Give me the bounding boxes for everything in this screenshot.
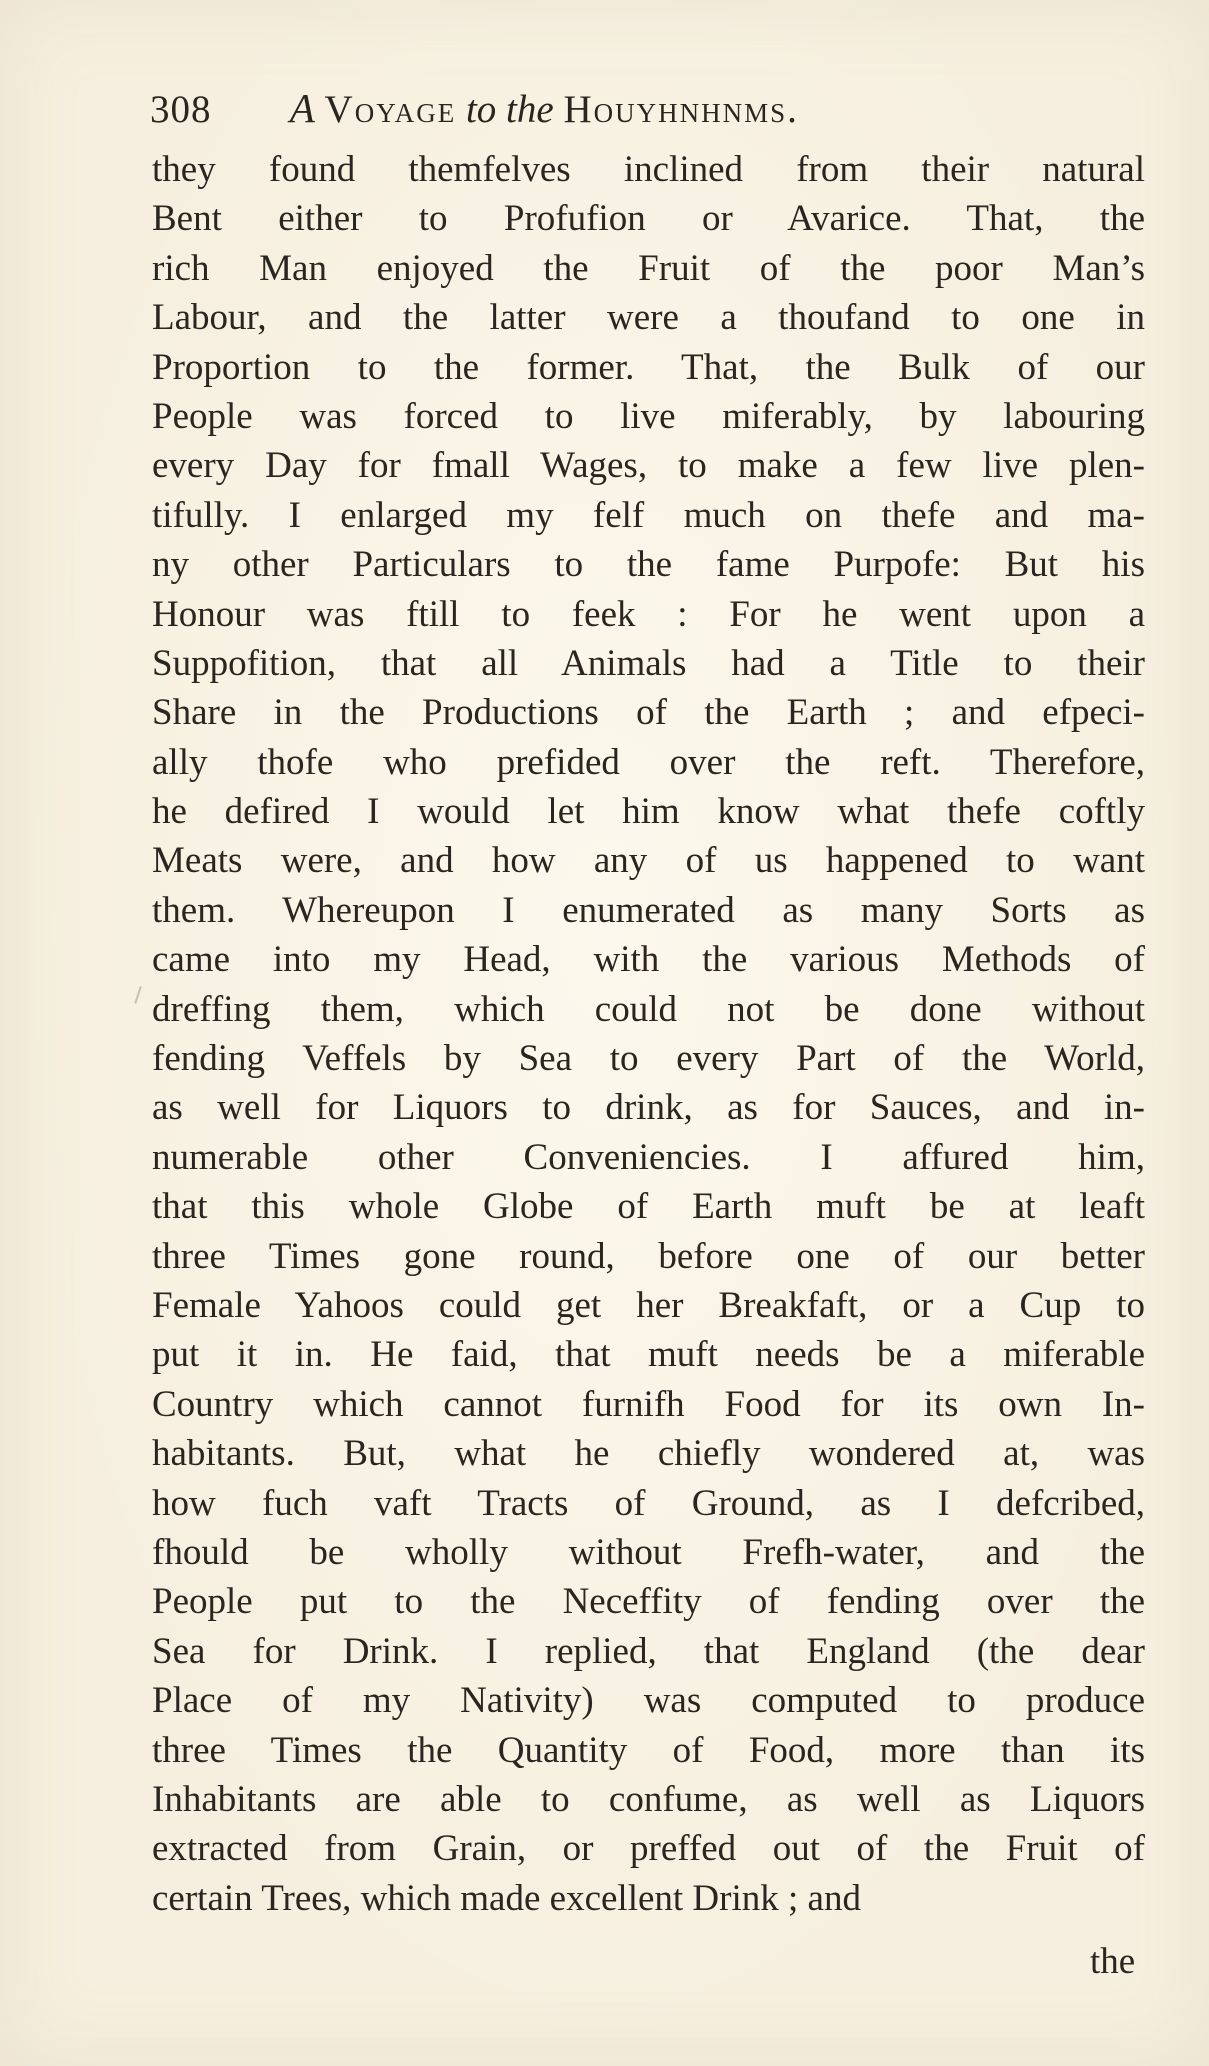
text-line-27: habitants. But, what he chiefly wondered at, was [152,1433,1145,1475]
running-title [289,85,799,131]
text-line-15: Meats were, and how any of us happened to want [152,840,1145,882]
text-line-35: extracted from Grain, or preffed out of the Fruit of [152,1828,1145,1870]
text-line-14: he defired I would let him know what thefe coftly [152,791,1145,833]
text-line-30: People put to the Neceffity of fending over the [152,1581,1145,1623]
text-line-32: Place of my Nativity) was computed to produce [152,1680,1145,1722]
text-line-24: Female Yahoos could get her Breakfaft, or a Cup to [152,1284,1145,1326]
main-text [152,145,1145,1923]
text-line-16: them. Whereupon I enumerated as many Sorts as [152,889,1145,931]
text-line-18: dreffing them, which could not be done without [152,988,1145,1030]
text-line-3: rich Man enjoyed the Fruit of the poor Man’s [152,247,1145,289]
text-line-26: Country which cannot furnifh Food for its own In- [152,1383,1145,1425]
text-line-36: certain Trees, which made excellent Drink ; and [152,1877,861,1919]
text-line-31: Sea for Drink. I replied, that England (the dear [152,1630,1145,1672]
catchword: the [1090,1941,1136,1982]
text-line-4: Labour, and the latter were a thoufand to one in [152,297,1145,339]
text-line-7: every Day for fmall Wages, to make a few live plen- [152,445,1145,487]
text-line-22: that this whole Globe of Earth muft be at leaft [152,1186,1145,1228]
running-title-to-the: to the [465,88,554,131]
running-header [150,84,1145,132]
text-line-13: ally thofe who prefided over the reft. Therefore, [152,741,1145,783]
text-line-33: three Times the Quantity of Food, more than its [152,1729,1145,1771]
text-line-10: Honour was ftill to feek : For he went upon a [152,593,1145,635]
running-title-houyhnhnms: Houyhnhnms. [563,88,799,131]
text-line-6: People was forced to live miferably, by labouring [152,395,1145,437]
text-line-28: how fuch vaft Tracts of Ground, as I defcribed, [152,1482,1145,1524]
text-line-23: three Times gone round, before one of our better [152,1235,1145,1277]
text-line-29: fhould be wholly without Frefh-water, and the [152,1531,1145,1573]
text-line-5: Proportion to the former. That, the Bulk of our [152,346,1145,388]
paper-mark [134,986,141,1004]
text-line-19: fending Veffels by Sea to every Part of the World, [152,1038,1145,1080]
text-line-25: put it in. He faid, that muft needs be a miferable [152,1334,1145,1376]
running-title-a: A [289,85,315,131]
text-line-8: tifully. I enlarged my felf much on thefe and ma- [152,494,1145,536]
text-line-11: Suppofition, that all Animals had a Title to their [152,642,1145,684]
text-line-2: Bent either to Profufion or Avarice. That, the [152,198,1145,240]
page-number: 308 [150,88,212,131]
text-line-17: came into my Head, with the various Methods of [152,939,1145,981]
text-line-12: Share in the Productions of the Earth ; and efpeci- [152,692,1145,734]
text-line-34: Inhabitants are able to confume, as well as Liquors [152,1778,1145,1820]
text-line-21: numerable other Conveniencies. I affured him, [152,1136,1145,1178]
text-line-20: as well for Liquors to drink, as for Sauces, and in- [152,1087,1145,1129]
text-line-1: they found themfelves inclined from their natural [152,149,1145,190]
running-title-voyage: Voyage [324,88,457,131]
text-line-9: ny other Particulars to the fame Purpofe: But his [152,544,1145,586]
